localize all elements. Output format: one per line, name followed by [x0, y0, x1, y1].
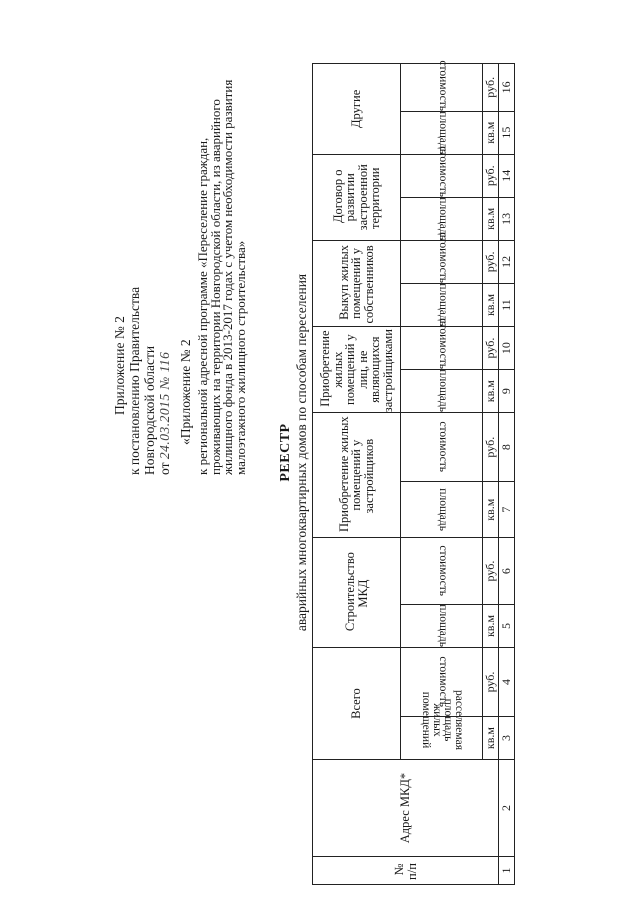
annex-line-1: к постановлению Правительства	[127, 286, 142, 475]
header-area: площадь	[401, 482, 483, 538]
registry-subtitle: аварийных многоквартирных домов по способам переселения	[294, 273, 309, 632]
column-number: 4	[499, 648, 515, 717]
header-group-total: Всего	[313, 648, 401, 760]
unit-cost: руб.	[483, 538, 499, 605]
column-number: 5	[499, 604, 515, 647]
column-number: 12	[499, 240, 515, 283]
annex-date-prefix: от	[157, 462, 172, 475]
registry-table	[312, 60, 515, 885]
header-cost: стоимость	[401, 327, 483, 370]
unit-area: кв.м	[483, 604, 499, 647]
header-group-non-developers: Приобретение жилых помещений у лиц, не являющихся застройщиками	[313, 327, 401, 413]
column-number: 3	[499, 716, 515, 759]
header-area-resettled: расселяемая площадь жилых помещений	[401, 716, 483, 759]
header-cost: стоимость	[401, 538, 483, 605]
unit-cost: руб.	[483, 154, 499, 197]
unit-cost: руб.	[483, 413, 499, 482]
annex-date-number: 24.03.2015 № 116	[157, 351, 172, 460]
registry-title: РЕЕСТР	[278, 423, 293, 482]
unit-area: кв.м	[483, 370, 499, 413]
header-area: площадь	[401, 111, 483, 154]
unit-area: кв.м	[483, 716, 499, 759]
unit-cost: руб.	[483, 648, 499, 717]
header-group-buyout: Выкуп жилых помещений у собственников	[313, 240, 401, 326]
unit-cost: руб.	[483, 240, 499, 283]
unit-area: кв.м	[483, 482, 499, 538]
column-number: 7	[499, 482, 515, 538]
header-group-developers: Приобретение жилых помещений у застройщиков	[313, 413, 401, 538]
header-num: № п/п	[313, 857, 499, 885]
header-group-other: Другие	[313, 64, 401, 155]
header-cost: стоимость	[401, 64, 483, 112]
column-number: 13	[499, 197, 515, 240]
column-number: 16	[499, 64, 515, 112]
unit-area: кв.м	[483, 111, 499, 154]
unit-area: кв.м	[483, 197, 499, 240]
header-cost: стоимость	[401, 240, 483, 283]
column-number: 1	[499, 857, 515, 885]
annex-title: Приложение № 2	[112, 316, 127, 415]
annex-block	[112, 55, 247, 475]
header-area: площадь	[401, 370, 483, 413]
header-cost: стоимость	[401, 413, 483, 482]
header-area: площадь	[401, 604, 483, 647]
column-number: 8	[499, 413, 515, 482]
header-group-development-agreement: Договор о развитии застроенной территории	[313, 154, 401, 240]
unit-cost: руб.	[483, 64, 499, 112]
annex-program: к региональной адресной программе «Переселение граждан, проживающих на территории Новгородской области, из аварийного жилищного фонда в 2013-2017 годах с учетом необходимости развития малоэтажного жилищного строительства»	[195, 79, 248, 475]
registry-heading	[278, 0, 310, 905]
column-number: 11	[499, 283, 515, 326]
column-number: 2	[499, 760, 515, 857]
column-number: 15	[499, 111, 515, 154]
annex-subtitle: «Приложение № 2	[178, 339, 193, 445]
header-cost-total: стоимость	[401, 648, 483, 717]
header-area: площадь	[401, 197, 483, 240]
annex-date	[157, 55, 172, 475]
header-address: Адрес МКД*	[313, 760, 499, 857]
header-group-construction: Строительство МКД	[313, 538, 401, 648]
unit-area: кв.м	[483, 283, 499, 326]
column-number: 10	[499, 327, 515, 370]
column-number: 6	[499, 538, 515, 605]
column-number: 9	[499, 370, 515, 413]
column-number-row	[499, 64, 515, 885]
column-number: 14	[499, 154, 515, 197]
header-cost: стоимость	[401, 154, 483, 197]
annex-line-2: Новгородской области	[142, 345, 157, 475]
header-area: площадь	[401, 283, 483, 326]
unit-cost: руб.	[483, 327, 499, 370]
